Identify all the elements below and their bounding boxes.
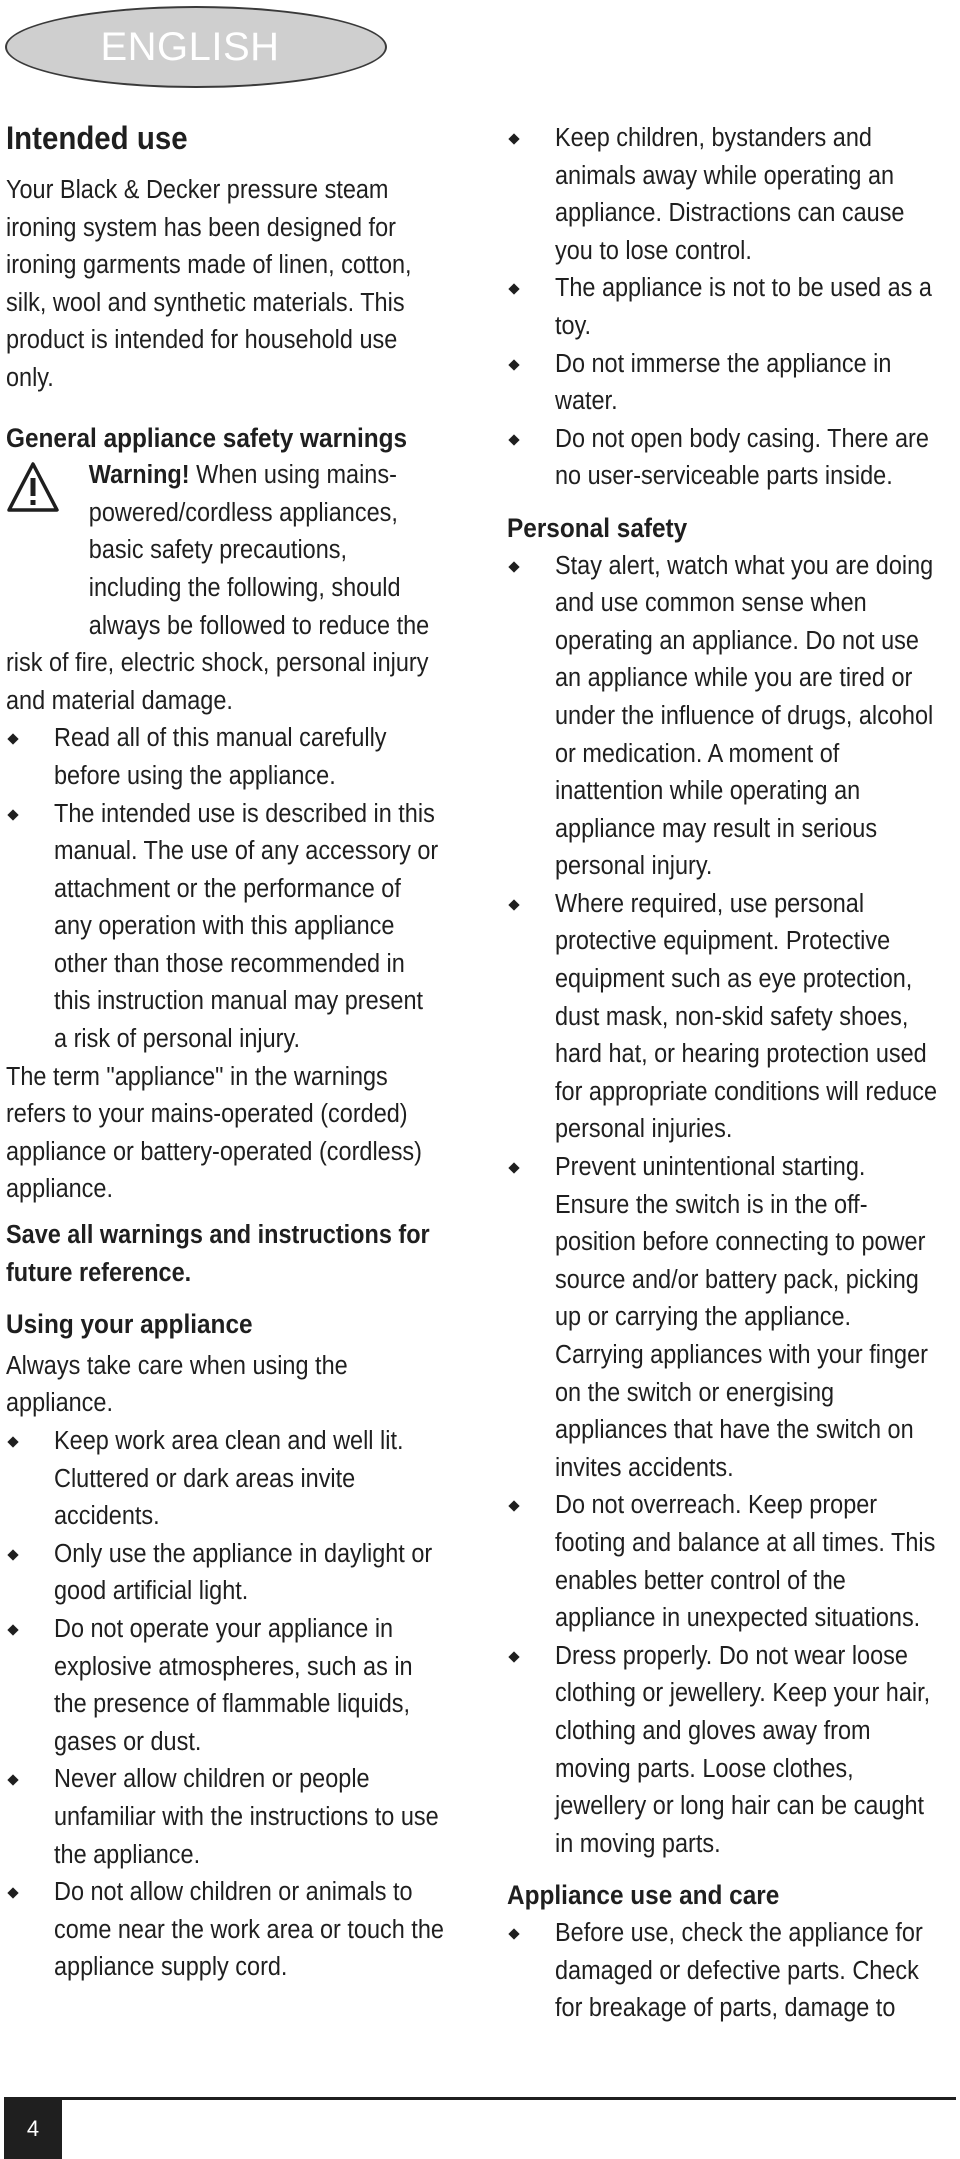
list-item xyxy=(507,886,954,1149)
text-line: always be followed to reduce the xyxy=(88,611,430,640)
bullet-diamond-icon xyxy=(508,1651,519,1662)
text-line: Before use, check the appliance for xyxy=(555,1918,923,1947)
bullet-diamond-icon xyxy=(7,809,18,820)
text-line: explosive atmospheres, such as in xyxy=(54,1652,413,1681)
text-line: invites accidents. xyxy=(555,1453,734,1482)
general-safety-heading: General appliance safety warnings xyxy=(6,422,408,453)
text-line: a risk of personal injury. xyxy=(54,1025,300,1054)
text-line: inattention while operating an xyxy=(555,777,861,806)
text-line: under the influence of drugs, alcohol xyxy=(555,701,934,730)
save-warnings-notice xyxy=(6,1217,451,1292)
general-safety-list xyxy=(6,720,454,1058)
text-line: enables better control of the xyxy=(555,1566,846,1595)
text-line: Keep work area clean and well lit. xyxy=(54,1427,404,1455)
warning-label: Warning! xyxy=(88,461,190,490)
text-line: up or carrying the appliance. xyxy=(555,1303,852,1332)
warning-first-line xyxy=(89,457,493,495)
text-line: Only use the appliance in daylight or xyxy=(54,1539,433,1568)
bullet-diamond-icon xyxy=(508,1162,519,1173)
text-line: for appropriate conditions will reduce xyxy=(555,1077,938,1106)
text-line: Do not immerse the appliance in xyxy=(555,349,892,378)
text-line: Where required, use personal xyxy=(555,889,865,918)
text-line: The intended use is described in this xyxy=(54,799,435,828)
using-appliance-list xyxy=(6,1423,454,1987)
text-line: jewellery or long hair can be caught xyxy=(555,1792,925,1821)
bullet-diamond-icon xyxy=(7,734,18,745)
list-item xyxy=(6,1761,454,1874)
appliance-care-list xyxy=(507,1915,954,2028)
text-line: Always take care when using the xyxy=(6,1351,348,1380)
personal-safety-list xyxy=(507,548,954,1864)
language-badge xyxy=(5,6,387,88)
list-item xyxy=(6,1536,454,1611)
list-item xyxy=(507,270,954,345)
text-line: gases or dust. xyxy=(54,1727,202,1756)
text-line: protective equipment. Protective xyxy=(555,927,891,956)
text-line: the presence of flammable liquids, xyxy=(54,1690,411,1719)
text-line: appliance supply cord. xyxy=(54,1953,288,1982)
text-line: only. xyxy=(6,363,54,392)
text-line: silk, wool and synthetic materials. This xyxy=(6,288,405,317)
text-line: no user-serviceable parts inside. xyxy=(555,462,893,491)
page-number: 4 xyxy=(26,2116,40,2141)
list-item xyxy=(507,1149,954,1487)
text-line: manual. The use of any accessory or xyxy=(54,837,439,866)
text-line: appliance in unexpected situations. xyxy=(555,1604,921,1633)
text-line: appliance may result in serious xyxy=(555,814,878,843)
bullet-diamond-icon xyxy=(508,133,519,144)
footer-rule xyxy=(4,2097,956,2100)
text-line: including the following, should xyxy=(88,573,401,602)
text-line: water. xyxy=(555,387,618,416)
text-line: The appliance is not to be used as a xyxy=(555,274,932,303)
text-line: moving parts. Loose clothes, xyxy=(555,1754,854,1783)
text-line: before using the appliance. xyxy=(54,761,336,790)
appliance-care-heading: Appliance use and care xyxy=(507,1880,780,1911)
text-line: and material damage. xyxy=(6,686,233,715)
bullet-diamond-icon xyxy=(7,1775,18,1786)
text-line: Do not operate your appliance in xyxy=(54,1614,394,1643)
text-line: Dress properly. Do not wear loose xyxy=(555,1641,908,1670)
list-item xyxy=(6,1874,454,1987)
bullet-diamond-icon xyxy=(7,1887,18,1898)
text-line: Ensure the switch is in the off- xyxy=(555,1190,868,1219)
text-line: appliance. xyxy=(6,1389,113,1418)
text-line: Carrying appliances with your finger xyxy=(555,1341,928,1369)
text-line: personal injuries. xyxy=(555,1115,733,1144)
left-column xyxy=(6,118,454,1987)
bullet-diamond-icon xyxy=(7,1624,18,1635)
text-line: this instruction manual may present xyxy=(54,987,424,1016)
personal-safety-heading: Personal safety xyxy=(507,512,688,543)
list-item xyxy=(507,120,954,270)
text-line: Cluttered or dark areas invite xyxy=(54,1464,356,1493)
text-line: basic safety precautions, xyxy=(88,536,348,565)
list-item xyxy=(507,346,954,421)
text-line: appliance. Distractions can cause xyxy=(555,199,905,228)
bullet-diamond-icon xyxy=(508,561,519,572)
text-line: appliance. xyxy=(6,1175,113,1204)
page-number-box xyxy=(4,2099,62,2159)
text-line: for breakage of parts, damage to xyxy=(555,1994,896,2023)
list-item xyxy=(6,1611,454,1761)
right-column xyxy=(507,120,954,2028)
list-item xyxy=(507,1638,954,1864)
text-line: Do not overreach. Keep proper xyxy=(555,1491,878,1520)
text-line: risk of fire, electric shock, personal injury xyxy=(6,649,429,678)
bullet-diamond-icon xyxy=(508,359,519,370)
text-line: Never allow children or people xyxy=(54,1765,370,1794)
list-item xyxy=(507,1915,954,2028)
intended-use-heading: Intended use xyxy=(6,120,188,156)
text-line: any operation with this appliance xyxy=(54,912,395,941)
general-safety-list-continued xyxy=(507,120,954,496)
bullet-diamond-icon xyxy=(508,1501,519,1512)
list-item xyxy=(507,548,954,886)
text-line: animals away while operating an xyxy=(555,161,895,190)
text-line: good artificial light. xyxy=(54,1577,249,1606)
bullet-diamond-icon xyxy=(508,284,519,295)
text-line: Your Black & Decker pressure steam xyxy=(6,176,389,204)
text-line: appliances that have the switch on xyxy=(555,1416,914,1445)
text-line: other than those recommended in xyxy=(54,949,405,978)
list-item xyxy=(6,720,454,795)
appliance-term-paragraph xyxy=(6,1059,451,1209)
text-line: future reference. xyxy=(6,1258,192,1287)
text-line: clothing or jewellery. Keep your hair, xyxy=(555,1679,931,1708)
text-line: equipment such as eye protection, xyxy=(555,965,913,994)
list-item xyxy=(507,1487,954,1637)
text-line: source and/or battery pack, picking xyxy=(555,1265,919,1294)
text-line: the appliance. xyxy=(54,1840,201,1869)
text-line: damaged or defective parts. Check xyxy=(555,1956,919,1985)
text-line: an appliance while you are tired or xyxy=(555,664,913,693)
text-line: on the switch or energising xyxy=(555,1378,835,1407)
text-line: product is intended for household use xyxy=(6,326,398,355)
using-appliance-heading: Using your appliance xyxy=(6,1309,253,1340)
list-item xyxy=(6,1423,454,1536)
text-line: ironing garments made of linen, cotton, xyxy=(6,251,412,280)
intended-use-paragraph xyxy=(6,172,451,398)
text-line: ironing system has been designed for xyxy=(6,213,396,242)
text-line: clothing and gloves away from xyxy=(555,1716,871,1745)
text-line: dust mask, non-skid safety shoes, xyxy=(555,1002,909,1031)
text-line: When using mains- xyxy=(189,461,397,490)
bullet-diamond-icon xyxy=(508,434,519,445)
text-line: unfamiliar with the instructions to use xyxy=(54,1802,439,1831)
text-line: accidents. xyxy=(54,1502,160,1531)
warning-block xyxy=(6,457,454,720)
text-line: hard hat, or hearing protection used xyxy=(555,1040,927,1069)
text-line: position before connecting to power xyxy=(555,1228,926,1257)
text-line: refers to your mains-operated (corded) xyxy=(6,1100,408,1129)
bullet-diamond-icon xyxy=(7,1436,18,1447)
text-line: come near the work area or touch the xyxy=(54,1915,444,1944)
using-appliance-paragraph xyxy=(6,1348,451,1423)
text-line: personal injury. xyxy=(555,852,713,881)
list-item xyxy=(507,421,954,496)
language-label: ENGLISH xyxy=(100,24,280,69)
text-line: Stay alert, watch what you are doing xyxy=(555,551,934,580)
text-line: appliance or battery-operated (cordless) xyxy=(6,1137,422,1166)
text-line: Do not open body casing. There are xyxy=(555,424,929,453)
text-line: Prevent unintentional starting. xyxy=(555,1153,866,1182)
text-line: footing and balance at all times. This xyxy=(555,1528,936,1557)
text-line: and use common sense when xyxy=(555,589,867,618)
text-line: powered/cordless appliances, xyxy=(88,498,398,527)
text-line: in moving parts. xyxy=(555,1829,721,1858)
text-line: Keep children, bystanders and xyxy=(555,124,872,152)
text-line: The term "appliance" in the warnings xyxy=(6,1062,388,1091)
list-item xyxy=(6,796,454,1059)
bullet-diamond-icon xyxy=(508,1928,519,1939)
text-line: Read all of this manual carefully xyxy=(54,724,387,753)
text-line: toy. xyxy=(555,311,592,340)
bullet-diamond-icon xyxy=(7,1549,18,1560)
text-line: or medication. A moment of xyxy=(555,739,840,768)
bullet-diamond-icon xyxy=(508,899,519,910)
text-line: you to lose control. xyxy=(555,236,752,265)
text-line: attachment or the performance of xyxy=(54,874,401,903)
text-line: Do not allow children or animals to xyxy=(54,1878,413,1907)
text-line: Save all warnings and instructions for xyxy=(6,1221,430,1250)
text-line: operating an appliance. Do not use xyxy=(555,626,919,655)
